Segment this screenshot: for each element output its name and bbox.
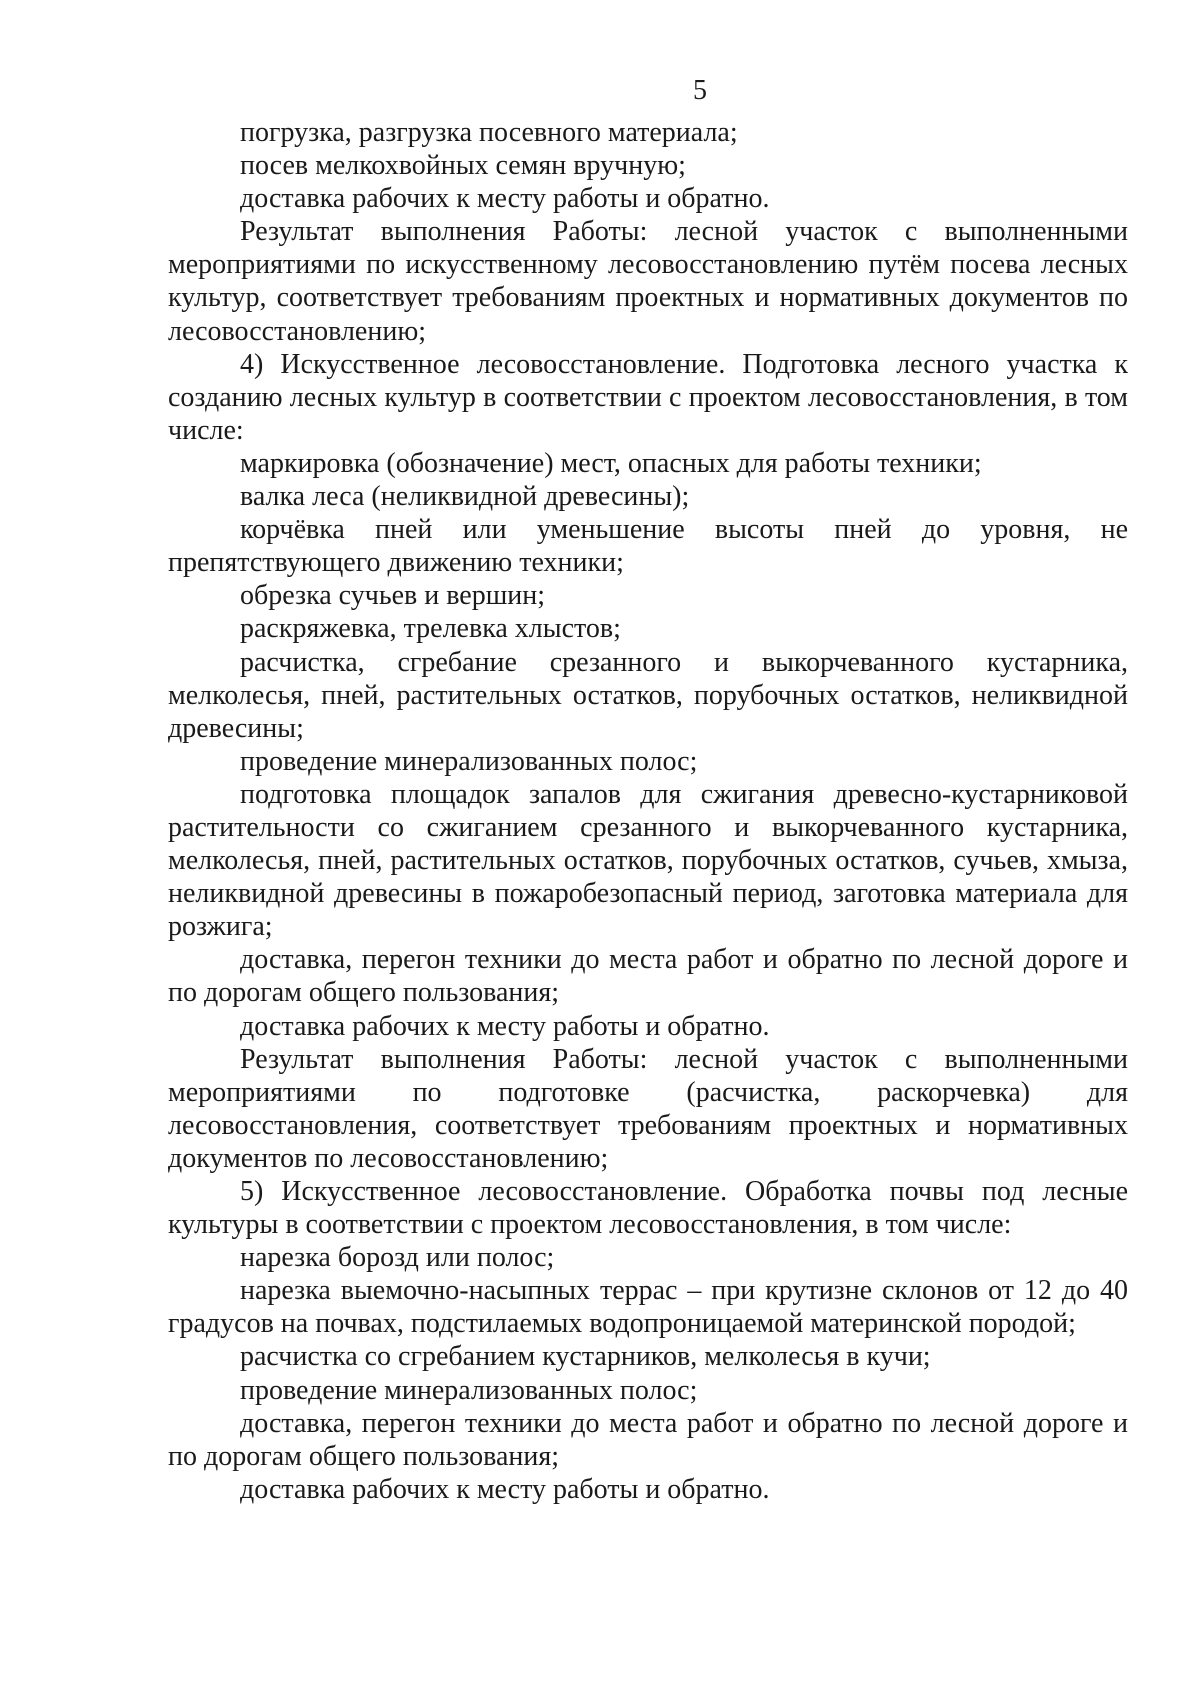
paragraph-7: валка леса (неликвидной древесины); <box>240 481 690 513</box>
paragraph-19: нарезка выемочно-насыпных террас – при крутизне склонов от 12 до 40 градусов на почвах, подстилаемых водопроницаемой материнской породой; <box>168 1275 1128 1340</box>
paragraph-1: погрузка, разгрузка посевного материала; <box>240 117 738 148</box>
paragraph-23: доставка рабочих к месту работы и обратно. <box>240 1473 770 1505</box>
paragraph-18: нарезка борозд или полос; <box>240 1242 555 1274</box>
paragraph-8: корчёвка пней или уменьшение высоты пней до уровня, не препятствующего движению техники; <box>168 514 1128 579</box>
paragraph-20: расчистка со сгребанием кустарников, мелколесья в кучи; <box>240 1341 931 1373</box>
paragraph-13: подготовка площадок запалов для сжигания древесно-кустарниковой растительности со сжиганием срезанного и выкорчеванного кустарника, мелколесья, пней, растительных остатков, порубочных остатков, сучьев, хмыза, неликвидной древесины в пожаробезопасный период, заготовка материала для розжига; <box>168 778 1128 943</box>
paragraph-14: доставка, перегон техники до места работ и обратно по лесной дороге и по дорогам общего пользования; <box>168 944 1128 1009</box>
paragraph-21: проведение минерализованных полос; <box>240 1374 698 1406</box>
paragraph-11: расчистка, сгребание срезанного и выкорчеванного кустарника, мелколесья, пней, растительных остатков, порубочных остатков, неликвидной древесины; <box>168 646 1128 744</box>
paragraph-9: обрезка сучьев и вершин; <box>240 580 546 612</box>
paragraph-15: доставка рабочих к месту работы и обратно. <box>240 1010 770 1042</box>
page-number: 5 <box>693 75 707 106</box>
paragraph-16: Результат выполнения Работы: лесной участок с выполненными мероприятиями по подготовке (расчистка, раскорчевка) для лесовосстановления, соответствует требованиям проектных и нормативных документов по лесовосстановлению; <box>168 1043 1128 1174</box>
paragraph-5: 4) Искусственное лесовосстановление. Подготовка лесного участка к созданию лесных культур в соответствии с проектом лесовосстановления, в том числе: <box>168 348 1128 446</box>
paragraph-6: маркировка (обозначение) мест, опасных для работы техники; <box>240 447 982 479</box>
paragraph-22: доставка, перегон техники до места работ и обратно по лесной дороге и по дорогам общего пользования; <box>168 1407 1128 1472</box>
paragraph-3: доставка рабочих к месту работы и обратно. <box>240 183 770 215</box>
paragraph-12: проведение минерализованных полос; <box>240 745 698 777</box>
paragraph-2: посев мелкохвойных семян вручную; <box>240 150 686 182</box>
document-body <box>168 116 1128 1506</box>
paragraph-4: Результат выполнения Работы: лесной участок с выполненными мероприятиями по искусственному лесовосстановлению путём посева лесных культур, соответствует требованиям проектных и нормативных документов по лесовосстановлению; <box>168 216 1128 347</box>
paragraph-10: раскряжевка, трелевка хлыстов; <box>240 613 621 645</box>
paragraph-17: 5) Искусственное лесовосстановление. Обработка почвы под лесные культуры в соответствии с проектом лесовосстановления, в том числе: <box>168 1176 1128 1241</box>
